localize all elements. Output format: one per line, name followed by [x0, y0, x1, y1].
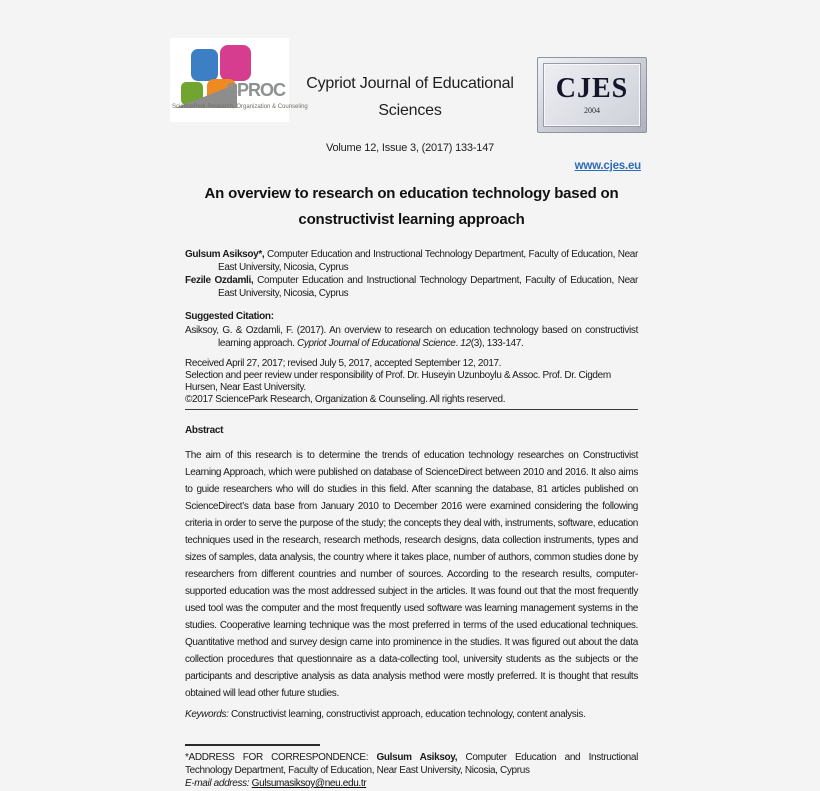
author-name: Fezile Ozdamli, [185, 275, 254, 286]
keywords-text: Constructivist learning, constructivist approach, education technology, content analysis. [228, 709, 586, 720]
sproc-wordmark: SPROC [225, 80, 285, 100]
selection-line: Selection and peer review under responsibility of Prof. Dr. Huseyin Uzunboylu & Assoc. Prof. Dr. Cigdem Hursen, Near East University. [185, 370, 611, 393]
section-divider [185, 409, 638, 410]
paper-title [185, 181, 638, 233]
website-link[interactable]: www.cjes.eu [574, 160, 641, 172]
cjes-year: 2004 [584, 106, 600, 115]
abstract-text: The aim of this research is to determine the trends of education technology researches on Constructivist Learning Approach, which were published on database of ScienceDirect between 2010 and 2016. It also aims to guide researchers who will do studies in this field. After scanning the database, 81 articles published on ScienceDirect’s data base from January 2010 to December 2016 were examined considering the following criteria in order to serve the purpose of the study; the concepts they deal with, instruments, software, education techniques used in the research, research methods, research designs, data collection instruments, types and sizes of samples, data analysis, the country where it takes place, number of authors, common studies done by researchers from different countries and number of sources. According to the research results, computer-supported education was the most addressed subject in the articles. It was found out that the most frequently used tool was the computer and the most frequently used software was learning management systems in the studies. Cooperative learning technique was the most preferred in terms of the used educational techniques. Quantitative method and survey design came into prominence in the studies. It was figured out about the data collection procedures that questionnaire as a data-collecting tool, university students as the subjects or the participants and descriptive analysis as data analysis method were mostly preferred. It is thought that results obtained will lead other future studies. [185, 450, 638, 699]
paper-title-line2: constructivist learning approach [298, 211, 525, 228]
correspondence-footnote [185, 744, 638, 791]
sproc-blue-square-icon [191, 49, 218, 81]
suggested-citation-heading: Suggested Citation: [185, 311, 274, 322]
author-list [185, 248, 638, 300]
copyright-line: ©2017 SciencePark Research, Organization & Counseling. All rights reserved. [185, 394, 506, 405]
paper-title-line1: An overview to research on education technology based on [204, 185, 619, 202]
footnote-divider [185, 744, 320, 746]
cjes-acronym: CJES [555, 73, 629, 104]
correspondence-text [185, 752, 638, 777]
journal-title [290, 70, 530, 124]
volume-issue-line: Volume 12, Issue 3, (2017) 133-147 [325, 142, 495, 154]
article-content [185, 181, 638, 791]
author-name: Gulsum Asiksoy*, [185, 249, 265, 260]
citation-suffix: (3), 133-147. [470, 338, 524, 349]
author-affiliation: Computer Education and Instructional Technology Department, Faculty of Education, Near East University, Nicosia, Cyprus [218, 275, 638, 299]
citation-prefix: Asiksoy, G. & Ozdamli, F. (2017). An overview to research on education technology based on constructivist learning approach. [185, 325, 638, 349]
sproc-logo-graphic [170, 38, 308, 122]
cjes-logo-plate [544, 64, 640, 126]
email-link[interactable]: Gulsumasiksoy@neu.edu.tr [251, 778, 367, 789]
sproc-logo [170, 38, 308, 122]
email-line [185, 778, 638, 791]
correspondence-affiliation: Computer Education and Instructional Technology Department, Faculty of Education, Near East University, Nicosia, Cyprus [185, 752, 638, 776]
keywords-label: Keywords: [185, 709, 229, 720]
citation-separator: . [455, 338, 461, 349]
journal-title-line2: Sciences [378, 102, 442, 119]
author-affiliation: Computer Education and Instructional Technology Department, Faculty of Education, Near East University, Nicosia, Cyprus [218, 249, 638, 273]
sproc-tagline: SciencePark Research, Organization & Counseling [172, 104, 308, 110]
website-link-container [537, 156, 641, 174]
abstract-heading: Abstract [185, 425, 224, 436]
journal-header [0, 0, 820, 180]
journal-title-line1: Cypriot Journal of Educational [306, 75, 514, 92]
suggested-citation-text [185, 324, 638, 350]
cjes-logo [537, 57, 647, 133]
received-line: Received April 27, 2017; revised July 5, 2017, accepted September 12, 2017. [185, 358, 502, 369]
email-label: E-mail address: [185, 778, 252, 789]
author-entry [185, 248, 638, 274]
author-entry [185, 274, 638, 300]
citation-volume: 12 [460, 338, 471, 349]
correspondence-label: *ADDRESS FOR CORRESPONDENCE: [185, 752, 377, 763]
article-meta [185, 358, 638, 406]
keywords-line [185, 709, 638, 720]
correspondence-name: Gulsum Asiksoy, [376, 752, 458, 763]
citation-journal: Cypriot Journal of Educational Science [296, 338, 456, 349]
sproc-pink-square-icon [220, 45, 251, 81]
